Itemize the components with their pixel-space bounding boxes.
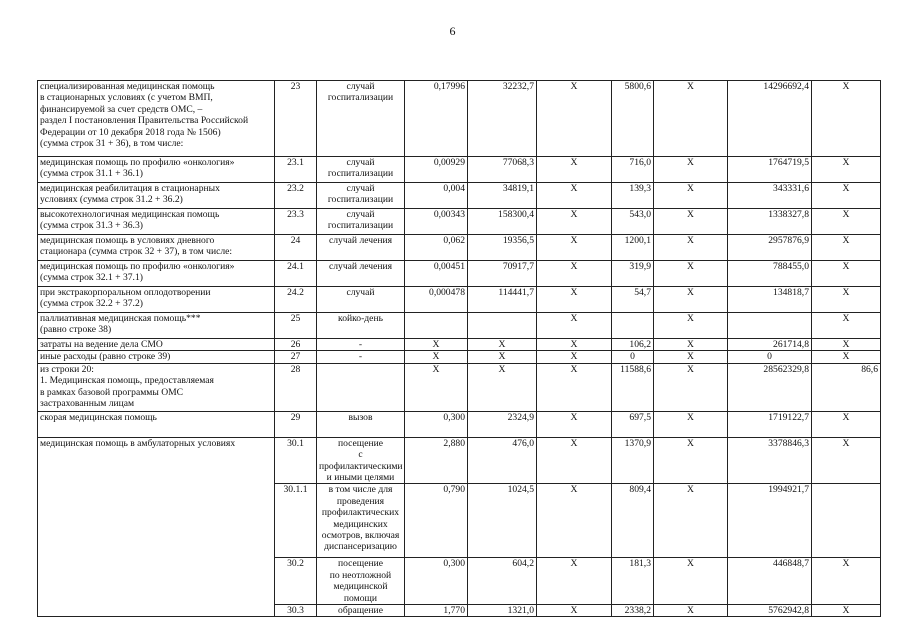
table-row (38, 157, 881, 183)
table-row (38, 363, 881, 411)
row-cost: 34819,1 (468, 183, 537, 209)
row-col7: 716,0 (612, 157, 654, 183)
row-norm: 0,790 (405, 484, 468, 558)
row-number: 30.1.1 (275, 484, 317, 558)
row-number: 27 (275, 351, 317, 363)
row-col7: 1370,9 (612, 437, 654, 484)
row-name: медицинская реабилитация в стационарных условиях (сумма строк 31.2 + 36.2) (38, 183, 275, 209)
row-unit: случай госпитализации (317, 157, 405, 183)
row-cost: X (468, 351, 537, 363)
row-col7: 106,2 (612, 339, 654, 351)
row-col10: 86,6 (812, 363, 881, 411)
row-unit: случай (317, 287, 405, 313)
row-col9: 1994921,7 (728, 484, 812, 558)
row-name: медицинская помощь по профилю «онкология» (сумма строк 31.1 + 36.1) (38, 157, 275, 183)
table-row (38, 287, 881, 313)
page-number: 6 (449, 24, 456, 38)
row-norm: 0,00929 (405, 157, 468, 183)
row-col10: X (812, 157, 881, 183)
row-col10: X (812, 81, 881, 157)
row-unit: вызов (317, 411, 405, 437)
row-col6: X (537, 209, 612, 235)
row-number: 26 (275, 339, 317, 351)
row-unit: обращение (317, 605, 405, 617)
row-unit: посещение по неотложной медицинской помощи (317, 558, 405, 605)
row-col7: 1200,1 (612, 235, 654, 261)
row-col8: X (654, 209, 728, 235)
row-cost: 1024,5 (468, 484, 537, 558)
row-col6: X (537, 287, 612, 313)
row-col10: X (812, 339, 881, 351)
row-unit: в том числе для проведения профилактических медицинских осмотров, включая диспансеризацию (317, 484, 405, 558)
row-col8: X (654, 339, 728, 351)
row-col8: X (654, 437, 728, 484)
row-col6: X (537, 351, 612, 363)
row-cost: X (468, 363, 537, 411)
row-cost: 32232,7 (468, 81, 537, 157)
row-cost: 1321,0 (468, 605, 537, 617)
row-col6: X (537, 261, 612, 287)
row-col10: X (812, 209, 881, 235)
row-cost: X (468, 339, 537, 351)
row-unit: случай госпитализации (317, 209, 405, 235)
row-cost: 604,2 (468, 558, 537, 605)
row-norm: 0,00451 (405, 261, 468, 287)
row-unit: - (317, 339, 405, 351)
row-col8: X (654, 287, 728, 313)
row-norm (405, 313, 468, 339)
row-col6: X (537, 157, 612, 183)
row-number: 23.1 (275, 157, 317, 183)
row-col6: X (537, 81, 612, 157)
row-norm: X (405, 363, 468, 411)
row-col9: 0 (728, 351, 812, 363)
row-col9 (728, 313, 812, 339)
table-row (38, 235, 881, 261)
table-row (38, 411, 881, 437)
row-unit: - (317, 351, 405, 363)
row-col8: X (654, 363, 728, 411)
row-col6: X (537, 605, 612, 617)
row-name: иные расходы (равно строке 39) (38, 351, 275, 363)
row-col9: 28562329,8 (728, 363, 812, 411)
table-row (38, 209, 881, 235)
row-col8: X (654, 558, 728, 605)
row-col6: X (537, 484, 612, 558)
row-number: 30.3 (275, 605, 317, 617)
row-col9: 343331,6 (728, 183, 812, 209)
row-col7: 139,3 (612, 183, 654, 209)
row-col7: 543,0 (612, 209, 654, 235)
table-row (38, 351, 881, 363)
row-name: медицинская помощь в амбулаторных условиях (38, 437, 275, 617)
row-col9: 788455,0 (728, 261, 812, 287)
row-norm: 0,00343 (405, 209, 468, 235)
row-unit: случай лечения (317, 235, 405, 261)
row-col9: 3378846,3 (728, 437, 812, 484)
row-name: специализированная медицинская помощь в стационарных условиях (с учетом ВМП, финансируемой за счет средств ОМС, – раздел I постановления Правительства Российской Федерации от 10 декабря 2018 года № 1506) (сумма строк 31 + 36), в том числе: (38, 81, 275, 157)
row-cost: 19356,5 (468, 235, 537, 261)
row-number: 24.2 (275, 287, 317, 313)
row-cost: 476,0 (468, 437, 537, 484)
row-col9: 134818,7 (728, 287, 812, 313)
row-norm: 0,000478 (405, 287, 468, 313)
row-col7: 0 (612, 351, 654, 363)
row-number: 30.2 (275, 558, 317, 605)
table-body (38, 81, 881, 617)
row-col10: X (812, 313, 881, 339)
row-col8: X (654, 605, 728, 617)
row-col6: X (537, 313, 612, 339)
row-norm: 0,004 (405, 183, 468, 209)
row-unit: случай лечения (317, 261, 405, 287)
row-col6: X (537, 437, 612, 484)
row-unit: посещение с профилактическими и иными целями (317, 437, 405, 484)
row-number: 30.1 (275, 437, 317, 484)
row-cost: 77068,3 (468, 157, 537, 183)
row-number: 25 (275, 313, 317, 339)
row-col8: X (654, 484, 728, 558)
row-name: высокотехнологичная медицинская помощь (сумма строк 31.3 + 36.3) (38, 209, 275, 235)
row-norm: 0,300 (405, 558, 468, 605)
row-name: медицинская помощь по профилю «онкология» (сумма строк 32.1 + 37.1) (38, 261, 275, 287)
row-col10: X (812, 351, 881, 363)
row-col6: X (537, 235, 612, 261)
row-col6: X (537, 363, 612, 411)
row-col8: X (654, 157, 728, 183)
row-col10: X (812, 437, 881, 484)
row-norm: X (405, 351, 468, 363)
row-col9: 1338327,8 (728, 209, 812, 235)
table-row (38, 313, 881, 339)
table-row (38, 339, 881, 351)
row-col6: X (537, 339, 612, 351)
row-col7 (612, 313, 654, 339)
row-col8: X (654, 183, 728, 209)
row-unit: случай госпитализации (317, 183, 405, 209)
row-unit: случай госпитализации (317, 81, 405, 157)
row-norm: 1,770 (405, 605, 468, 617)
row-col7: 11588,6 (612, 363, 654, 411)
row-col9: 261714,8 (728, 339, 812, 351)
row-name: медицинская помощь в условиях дневного стационара (сумма строк 32 + 37), в том числе: (38, 235, 275, 261)
row-cost: 158300,4 (468, 209, 537, 235)
table-row (38, 437, 881, 484)
row-cost: 2324,9 (468, 411, 537, 437)
row-col10 (812, 484, 881, 558)
row-name: скорая медицинская помощь (38, 411, 275, 437)
row-col6: X (537, 183, 612, 209)
row-unit: койко-день (317, 313, 405, 339)
row-col10: X (812, 183, 881, 209)
row-col9: 1719122,7 (728, 411, 812, 437)
row-col8: X (654, 235, 728, 261)
row-norm: 0,17996 (405, 81, 468, 157)
row-col7: 809,4 (612, 484, 654, 558)
row-number: 23.2 (275, 183, 317, 209)
row-col10: X (812, 411, 881, 437)
row-col10: X (812, 605, 881, 617)
row-number: 28 (275, 363, 317, 411)
row-col6: X (537, 411, 612, 437)
row-col9: 5762942,8 (728, 605, 812, 617)
row-name: паллиативная медицинская помощь*** (равно строке 38) (38, 313, 275, 339)
row-cost: 114441,7 (468, 287, 537, 313)
row-name: затраты на ведение дела СМО (38, 339, 275, 351)
row-number: 24.1 (275, 261, 317, 287)
row-name: при экстракорпоральном оплодотворении (сумма строк 32.2 + 37.2) (38, 287, 275, 313)
row-col9: 2957876,9 (728, 235, 812, 261)
row-number: 24 (275, 235, 317, 261)
row-col8: X (654, 313, 728, 339)
row-norm: 0,300 (405, 411, 468, 437)
row-col8: X (654, 351, 728, 363)
row-cost (468, 313, 537, 339)
row-number: 23.3 (275, 209, 317, 235)
row-col7: 319,9 (612, 261, 654, 287)
row-col10: X (812, 261, 881, 287)
row-col9: 1764719,5 (728, 157, 812, 183)
row-col10: X (812, 558, 881, 605)
row-norm: 0,062 (405, 235, 468, 261)
row-cost: 70917,7 (468, 261, 537, 287)
table-row (38, 81, 881, 157)
row-unit (317, 363, 405, 411)
row-number: 29 (275, 411, 317, 437)
row-col9: 446848,7 (728, 558, 812, 605)
row-col6: X (537, 558, 612, 605)
row-norm: 2,880 (405, 437, 468, 484)
row-col7: 181,3 (612, 558, 654, 605)
row-number: 23 (275, 81, 317, 157)
row-col10: X (812, 287, 881, 313)
row-col9: 14296692,4 (728, 81, 812, 157)
row-col7: 5800,6 (612, 81, 654, 157)
financing-table (37, 80, 881, 617)
row-col10: X (812, 235, 881, 261)
row-col7: 54,7 (612, 287, 654, 313)
row-col7: 697,5 (612, 411, 654, 437)
table-row (38, 183, 881, 209)
row-col8: X (654, 411, 728, 437)
row-col7: 2338,2 (612, 605, 654, 617)
row-col8: X (654, 81, 728, 157)
row-col8: X (654, 261, 728, 287)
row-norm: X (405, 339, 468, 351)
table-row (38, 261, 881, 287)
row-name: из строки 20: 1. Медицинская помощь, предоставляемая в рамках базовой программы ОМС застрахованным лицам (38, 363, 275, 411)
